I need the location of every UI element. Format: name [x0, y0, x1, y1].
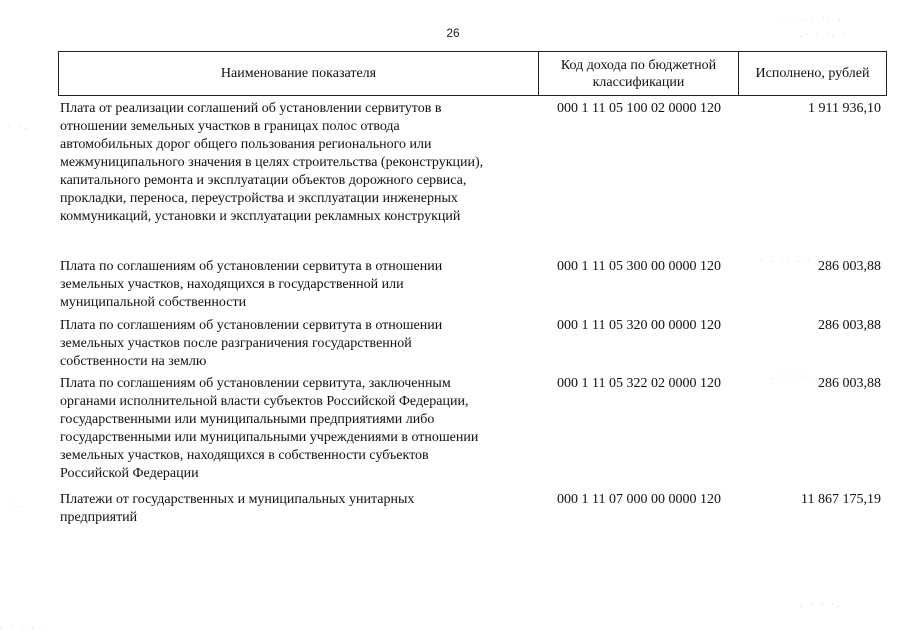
header-executed: Исполнено, рублей: [755, 66, 870, 81]
header-name: Наименование показателя: [59, 52, 539, 95]
scan-noise: · .: [10, 500, 26, 509]
row-name: Плата от реализации соглашений об установлении сервитутов в отношении земельных участков в границах полос отвода автомобильных дорог общего пользования регионального или межмуниципального значения в целях строительства (реконструкции), капитального ремонта и эксплуатации объектов дорожного сервиса, прокладки, переноса, переустройства и эксплуатации инженерных коммуникаций, установки и эксплуатации рекламных конструкций: [60, 101, 484, 224]
row-name: Плата по соглашениям об установлении сервитута в отношении земельных участков после разграничения государственной собственности на землю: [60, 318, 443, 369]
scan-noise: · ·.: [8, 122, 30, 131]
scan-noise: . · · ·.: [770, 372, 812, 381]
row-amount: 1 911 936,10: [808, 101, 881, 116]
table-header: [58, 51, 887, 96]
scan-noise: . · · . ·: [0, 622, 47, 631]
row-code: 000 1 11 05 300 00 0000 120: [557, 259, 721, 274]
row-name: Плата по соглашениям об установлении сервитута, заключенным органами исполнительной власти субъектов Российской Федерации, государственными или муниципальными предприятиями либо государственными или муниципальными учреждениями в отношении земельных участков, находящихся в собственности субъектов Российской Федерации: [60, 376, 479, 481]
scan-noise: . · · ·.: [800, 600, 842, 609]
row-code: 000 1 11 05 320 00 0000 120: [557, 318, 721, 333]
row-code: 000 1 11 05 322 02 0000 120: [557, 376, 721, 391]
scan-noise: .· · ·. ·: [800, 30, 848, 39]
scan-noise: · · . · ·· .: [780, 14, 844, 23]
scan-noise: · . ·· . ·: [760, 255, 813, 264]
row-code: 000 1 11 05 100 02 0000 120: [557, 101, 721, 116]
row-name: Платежи от государственных и муниципальных унитарных предприятий: [60, 492, 415, 525]
row-amount: 11 867 175,19: [801, 492, 881, 507]
page-number: 26: [446, 26, 460, 40]
row-name: Плата по соглашениям об установлении сервитута в отношении земельных участков, находящихся в государственной или муниципальной собственности: [60, 259, 443, 310]
row-amount: 286 003,88: [818, 259, 881, 274]
row-code: 000 1 11 07 000 00 0000 120: [557, 492, 721, 507]
header-code: Код дохода по бюджетной классификации: [539, 52, 739, 95]
row-amount: 286 003,88: [818, 318, 881, 333]
row-amount: 286 003,88: [818, 376, 881, 391]
